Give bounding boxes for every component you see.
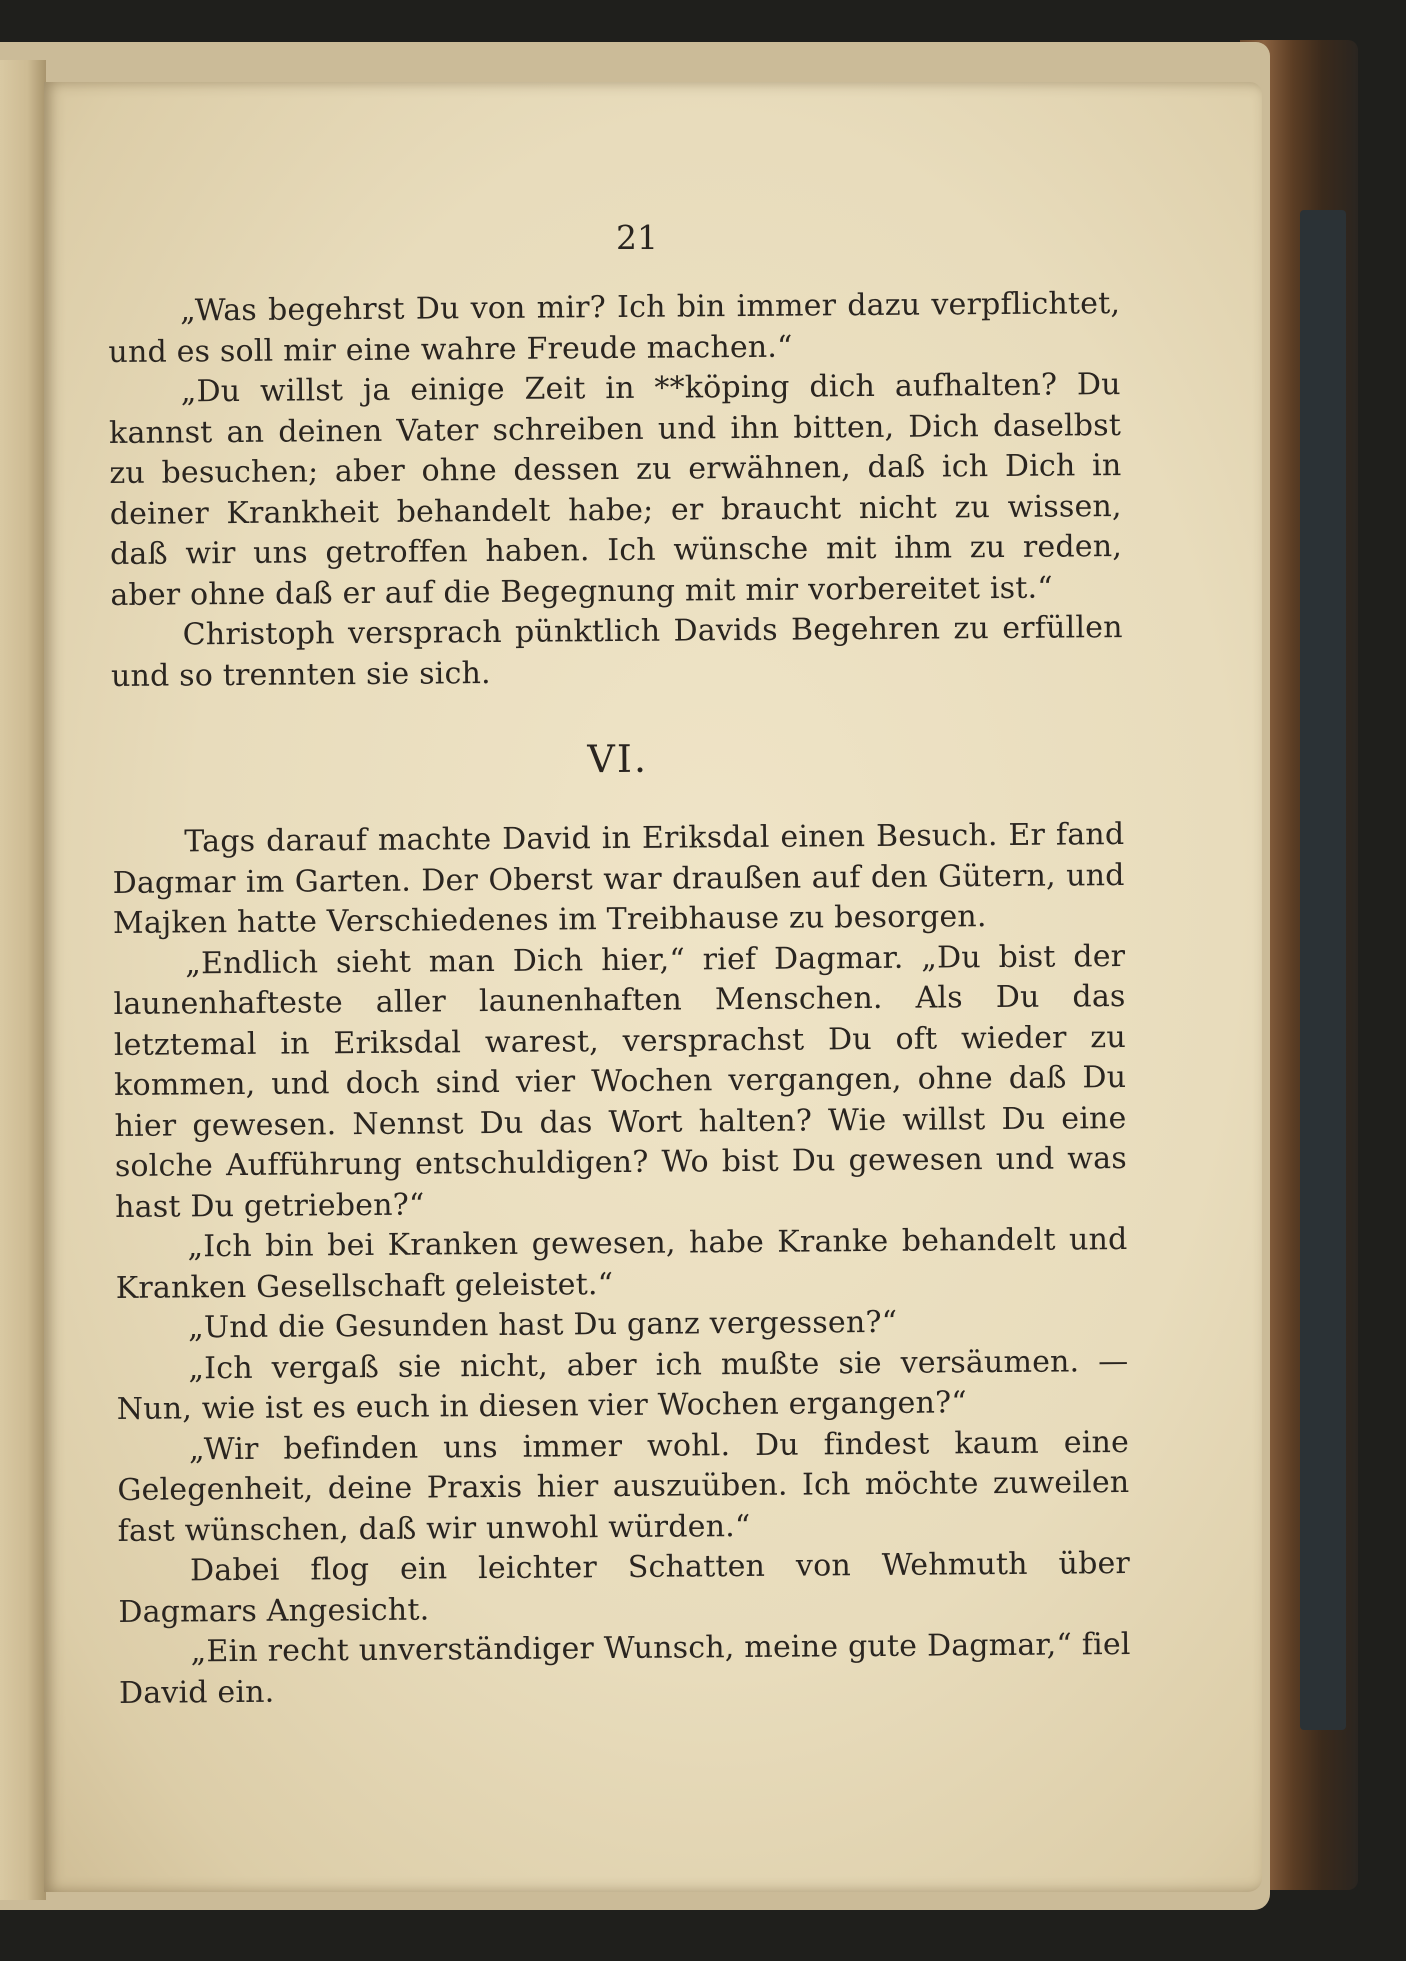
paragraph: „Wir befinden uns immer wohl. Du findest kaum eine Gelegenheit, deine Praxis hier auszuüben. Ich möchte zuweilen fast wünschen, daß wir unwohl würden.“: [117, 1424, 1130, 1549]
paragraph: „Ich bin bei Kranken gewesen, habe Kranke behandelt und Kranken Gesellschaft geleistet.“: [115, 1222, 1128, 1306]
gutter-edge: [0, 60, 46, 1900]
page-text: [108, 284, 1131, 1714]
paragraph: Tags darauf machte David in Eriksdal einen Besuch. Er fand Dagmar im Garten. Der Oberst war draußen auf den Gütern, und Majken hatte Verschiedenes im Treibhause zu besorgen.: [112, 817, 1125, 941]
paragraph: Dabei flog ein leichter Schatten von Wehmuth über Dagmars Angesicht.: [118, 1546, 1131, 1630]
page-number: 21: [616, 218, 658, 257]
spine-cloth: [1300, 210, 1346, 1730]
chapter-heading: VI.: [587, 736, 649, 782]
paragraph: Christoph versprach pünktlich Davids Begehren zu erfüllen und so trennten sie sich.: [110, 610, 1123, 694]
paragraph: „Ein recht unverständiger Wunsch, meine gute Dagmar,“ fiel David ein.: [118, 1627, 1131, 1711]
paragraph: „Du willst ja einige Zeit in **köping dich aufhalten? Du kannst an deinen Vater schreiben und ihn bitten, Dich daselbst zu besuchen; aber ohne dessen zu erwähnen, daß ich Dich in deiner Krankheit behandelt habe; er braucht nicht zu wissen, daß wir uns getroffen haben. Ich wünsche mit ihm zu reden, aber ohne daß er auf die Begegnung mit mir vorbereitet ist.“: [108, 367, 1123, 613]
paragraph: „Ich vergaß sie nicht, aber ich mußte sie versäumen. — Nun, wie ist es euch in diesen vier Wochen ergangen?“: [116, 1343, 1129, 1427]
paragraph: „Und die Gesunden hast Du ganz vergessen?“: [188, 1304, 898, 1346]
paragraph: „Was begehrst Du von mir? Ich bin immer dazu verpflichtet, und es soll mir eine wahre Freude machen.“: [108, 286, 1121, 370]
paragraph: „Endlich sieht man Dich hier,“ rief Dagmar. „Du bist der launenhafteste aller launenhaften Menschen. Als Du das letztemal in Eriksdal warest, versprachst Du oft wieder zu kommen, und doch sind vier Wochen vergangen, ohne daß Du hier gewesen. Nennst Du das Wort halten? Wie willst Du eine solche Aufführung entschuldigen? Wo bist Du gewesen und was hast Du getrieben?“: [113, 938, 1127, 1225]
